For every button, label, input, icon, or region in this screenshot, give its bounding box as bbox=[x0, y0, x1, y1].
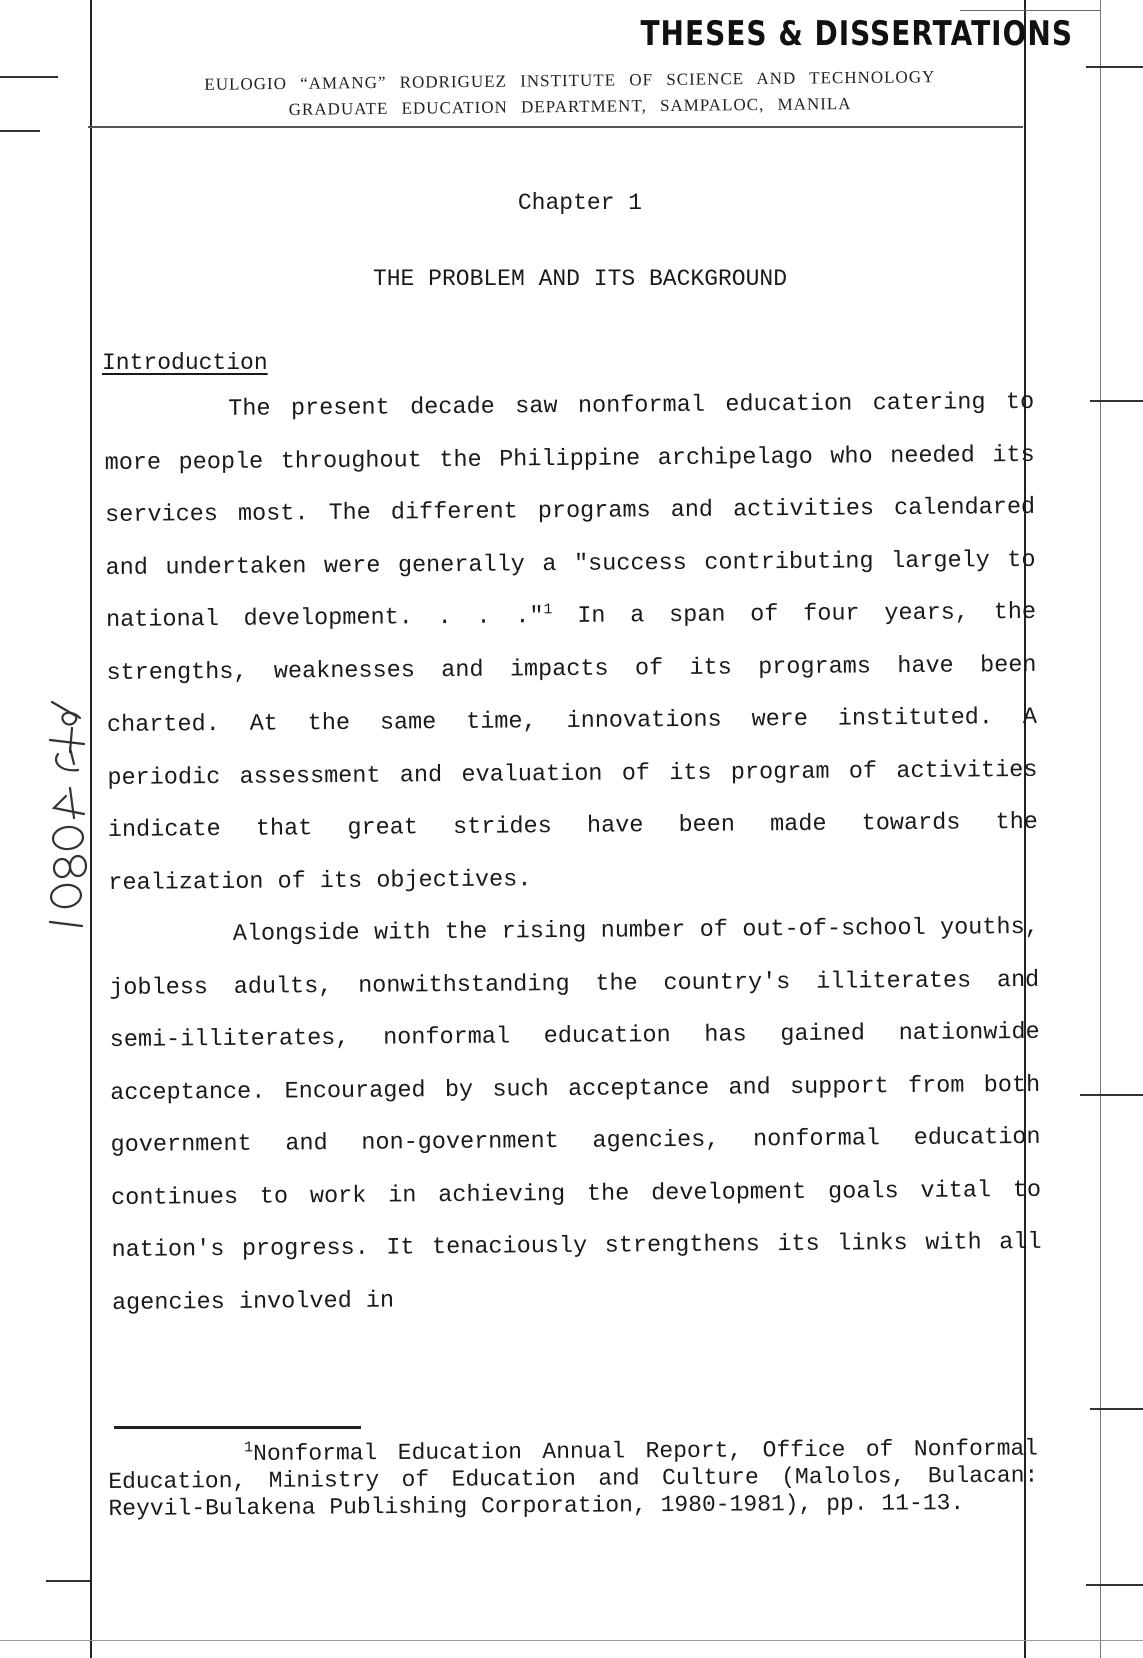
margin-tick bbox=[1090, 400, 1143, 402]
margin-tick bbox=[0, 130, 40, 132]
paragraph-text: In a span of four years, the strengths, weaknesses and impacts of its programs have been charted. At the same time, innovations were instituted. A periodic assessment and evaluation of its program of activities indicate that great strides have been made towards the realization of its objectives. bbox=[106, 598, 1038, 897]
chapter-label: Chapter 1 bbox=[517, 190, 643, 216]
department-line: GRADUATE EDUCATION DEPARTMENT, SAMPALOC, MANILA bbox=[288, 94, 852, 119]
margin-tick bbox=[1086, 1584, 1143, 1586]
theses-dissertations-stamp: THESES & DISSERTATIONS bbox=[640, 14, 1073, 54]
footnote-divider bbox=[114, 1426, 361, 1429]
header-divider bbox=[88, 126, 1023, 128]
margin-tick bbox=[0, 76, 58, 78]
margin-tick bbox=[1086, 66, 1143, 68]
margin-tick bbox=[1080, 1094, 1143, 1096]
paragraph: Alongside with the rising number of out-of-school youths, jobless adults, nonwithstanding the country's illiterates and semi-illiterates, nonformal education has gained nationwide acceptance. Encouraged by such acceptance and support from both government and non-government agencies, nonformal education continues to work in achieving the development goals vital to nation's progress. It tenaciously strengthens its links with all agencies involved in bbox=[109, 913, 1042, 1317]
handwritten-accession-note bbox=[30, 700, 100, 940]
paragraph-text: The present decade saw nonformal education catering to more people throughout the Philippine archipelago who needed its services most. The different programs and activities calendared and undertaken were generally a "success contributing largely to national development. . . ." bbox=[104, 388, 1036, 634]
top-right-rule bbox=[960, 10, 1100, 11]
margin-tick bbox=[0, 1640, 1143, 1641]
institution-name: EULOGIO “AMANG” RODRIGUEZ INSTITUTE OF SCIENCE AND TECHNOLOGY bbox=[204, 67, 936, 94]
paragraph bbox=[104, 377, 1039, 910]
footnote-reference: 1 bbox=[543, 601, 553, 619]
margin-tick bbox=[1090, 1408, 1143, 1410]
chapter-title: THE PROBLEM AND ITS BACKGROUND bbox=[372, 266, 788, 292]
footnote bbox=[108, 1436, 1039, 1523]
section-heading: Introduction bbox=[102, 350, 268, 376]
footnote-number: 1 bbox=[243, 1439, 254, 1457]
margin-tick bbox=[46, 1580, 90, 1582]
body-text bbox=[104, 377, 1042, 1330]
footnote-text: Nonformal Education Annual Report, Office of Nonformal Education, Ministry of Education and Culture (Malolos, Bulacan: Reyvil-Bulakena Publishing Corporation, 1980-1981), pp. 11-13. bbox=[108, 1435, 1039, 1522]
institution-header bbox=[120, 63, 1020, 124]
